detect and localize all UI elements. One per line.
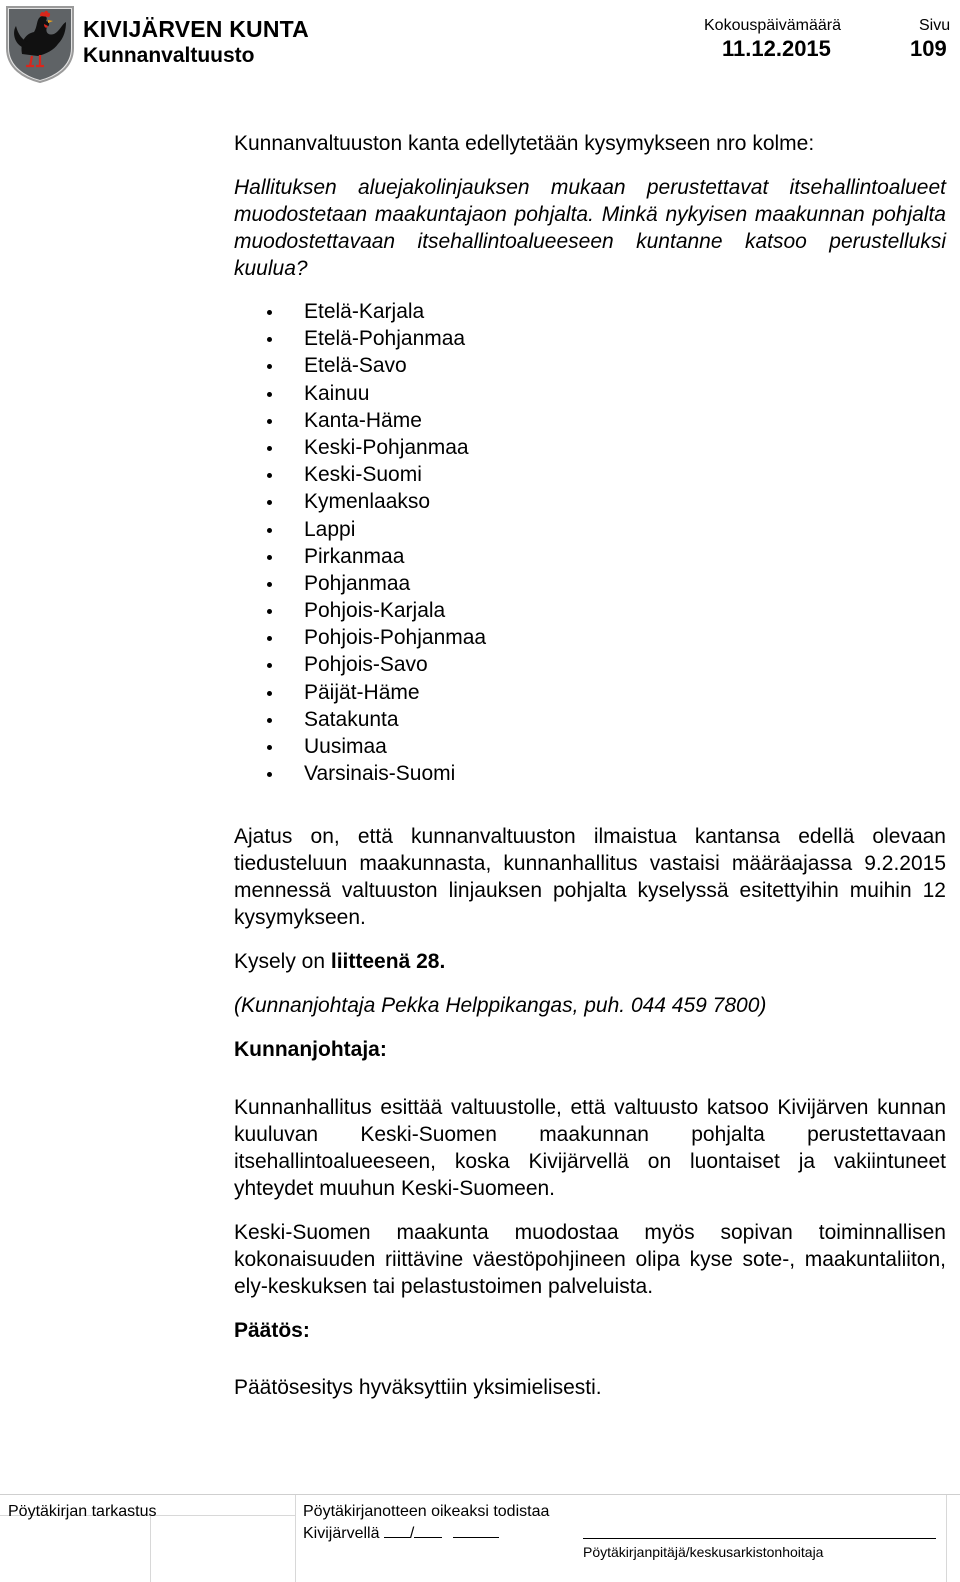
region-name: Lappi — [304, 517, 356, 541]
attachment-prefix: Kysely on — [234, 950, 331, 974]
region-list-item — [234, 597, 946, 624]
region-list-item — [234, 407, 946, 434]
region-list-item — [234, 325, 946, 352]
bullet-icon — [267, 500, 272, 505]
region-list-item — [234, 488, 946, 515]
region-list-item — [234, 760, 946, 787]
bullet-icon — [267, 473, 272, 478]
meeting-date-label: Kokouspäivämäärä — [704, 17, 841, 34]
region-name: Pohjois-Savo — [304, 653, 428, 677]
region-list-item — [234, 434, 946, 461]
region-list-item — [234, 624, 946, 651]
region-list-item — [234, 543, 946, 570]
bullet-icon — [267, 663, 272, 668]
bullet-icon — [267, 772, 272, 777]
region-list-item — [234, 352, 946, 379]
region-name: Varsinais-Suomi — [304, 762, 456, 786]
footer-divider — [150, 1515, 151, 1582]
region-name: Pirkanmaa — [304, 544, 405, 568]
question-paragraph: Hallituksen aluejakolinjauksen mukaan perustettavat itsehallintoalueet muodostetaan maakuntajaon pohjalta. Minkä nykyisen maakunnan pohjalta muodostettavaan itsehallintoalueeseen kuntanne katsoo perustelluksi kuulua? — [234, 176, 946, 280]
region-name: Etelä-Savo — [304, 354, 407, 378]
bullet-icon — [267, 528, 272, 533]
region-name: Pohjois-Pohjanmaa — [304, 626, 487, 650]
organization-unit: Kunnanvaltuusto — [83, 44, 255, 67]
date-separator: / — [409, 1525, 415, 1542]
region-name: Kymenlaakso — [304, 490, 431, 514]
region-list-item — [234, 679, 946, 706]
bullet-icon — [267, 419, 272, 424]
bullet-icon — [267, 446, 272, 451]
bullet-icon — [267, 691, 272, 696]
bullet-icon — [267, 745, 272, 750]
region-name: Pohjanmaa — [304, 571, 411, 595]
coat-of-arms-rooster-icon — [4, 4, 76, 84]
day-blank — [384, 1523, 410, 1538]
intro-paragraph: Kunnanvaltuuston kanta edellytetään kysymykseen nro kolme: — [234, 132, 815, 155]
explanation-paragraph: Ajatus on, että kunnanvaltuuston ilmaistua kantansa edellä olevaan tiedusteluun maakunnasta, kunnanhallitus vastaisi määräajassa 9.2.2015 mennessä valtuuston linjauksen pohjalta kyselyssä esitettyihin muihin 12 kysymykseen. — [234, 825, 946, 930]
region-name: Satakunta — [304, 707, 399, 731]
certification-place-date — [303, 1523, 499, 1543]
region-name: Uusimaa — [304, 735, 387, 758]
minutes-review-label: Pöytäkirjan tarkastus — [8, 1503, 157, 1520]
bullet-icon — [267, 609, 272, 614]
certification-place: Kivijärvellä — [303, 1525, 380, 1542]
month-blank — [414, 1523, 442, 1538]
meeting-date: 11.12.2015 — [722, 36, 831, 61]
page-number-label: Sivu — [919, 17, 951, 34]
region-name: Keski-Suomi — [304, 463, 422, 487]
document-body — [234, 130, 946, 1401]
page-number: 109 — [910, 36, 947, 61]
bullet-icon — [267, 636, 272, 641]
bullet-icon — [267, 555, 272, 560]
region-name: Kainuu — [304, 381, 370, 405]
page-header — [0, 0, 960, 90]
region-name: Etelä-Pohjanmaa — [304, 327, 466, 351]
region-list — [234, 298, 946, 787]
decision-heading: Päätös: — [234, 1319, 310, 1343]
footer-divider — [946, 1495, 947, 1582]
region-name: Päijät-Häme — [304, 680, 420, 704]
footer-divider — [295, 1495, 296, 1582]
organization-name: KIVIJÄRVEN KUNTA — [83, 16, 309, 42]
region-list-item — [234, 516, 946, 543]
manager-heading: Kunnanjohtaja: — [234, 1038, 387, 1062]
region-list-item — [234, 298, 946, 325]
region-name: Kanta-Häme — [304, 408, 422, 432]
region-list-item — [234, 651, 946, 678]
region-list-item — [234, 380, 946, 407]
region-name: Pohjois-Karjala — [304, 599, 446, 623]
region-list-item — [234, 733, 946, 760]
region-name: Etelä-Karjala — [304, 300, 425, 323]
page-footer — [0, 1494, 960, 1582]
bullet-icon — [267, 582, 272, 587]
region-list-item — [234, 706, 946, 733]
bullet-icon — [267, 364, 272, 369]
region-name: Keski-Pohjanmaa — [304, 435, 469, 459]
contact-paragraph: (Kunnanjohtaja Pekka Helppikangas, puh. 044 459 7800) — [234, 994, 767, 1018]
proposal-paragraph-1: Kunnanhallitus esittää valtuustolle, että valtuusto katsoo Kivijärven kunnan kuuluvan Keski-Suomen maakunnan pohjalta perustettavaan itsehallintoalueeseen, koska Kivijärvellä on luontaiset ja vakiintuneet yhteydet muuhun Keski-Suomeen. — [234, 1096, 946, 1201]
bullet-icon — [267, 392, 272, 397]
signer-role: Pöytäkirjanpitäjä/keskusarkistonhoitaja — [583, 1544, 824, 1560]
attachment-paragraph — [234, 948, 946, 975]
certification-label: Pöytäkirjanotteen oikeaksi todistaa — [303, 1503, 550, 1520]
region-list-item — [234, 461, 946, 488]
signature-line — [583, 1538, 936, 1539]
proposal-paragraph-2: Keski-Suomen maakunta muodostaa myös sopivan toiminnallisen kokonaisuuden riittävine väestöpohjineen olipa kyse sote-, maakuntaliiton, ely-keskuksen tai pelastustoimen palveluista. — [234, 1221, 946, 1299]
decision-paragraph: Päätösesitys hyväksyttiin yksimielisesti. — [234, 1376, 602, 1400]
year-blank — [453, 1523, 499, 1538]
bullet-icon — [267, 310, 272, 315]
region-list-item — [234, 570, 946, 597]
attachment-reference: liitteenä 28. — [330, 950, 446, 974]
bullet-icon — [267, 718, 272, 723]
bullet-icon — [267, 337, 272, 342]
